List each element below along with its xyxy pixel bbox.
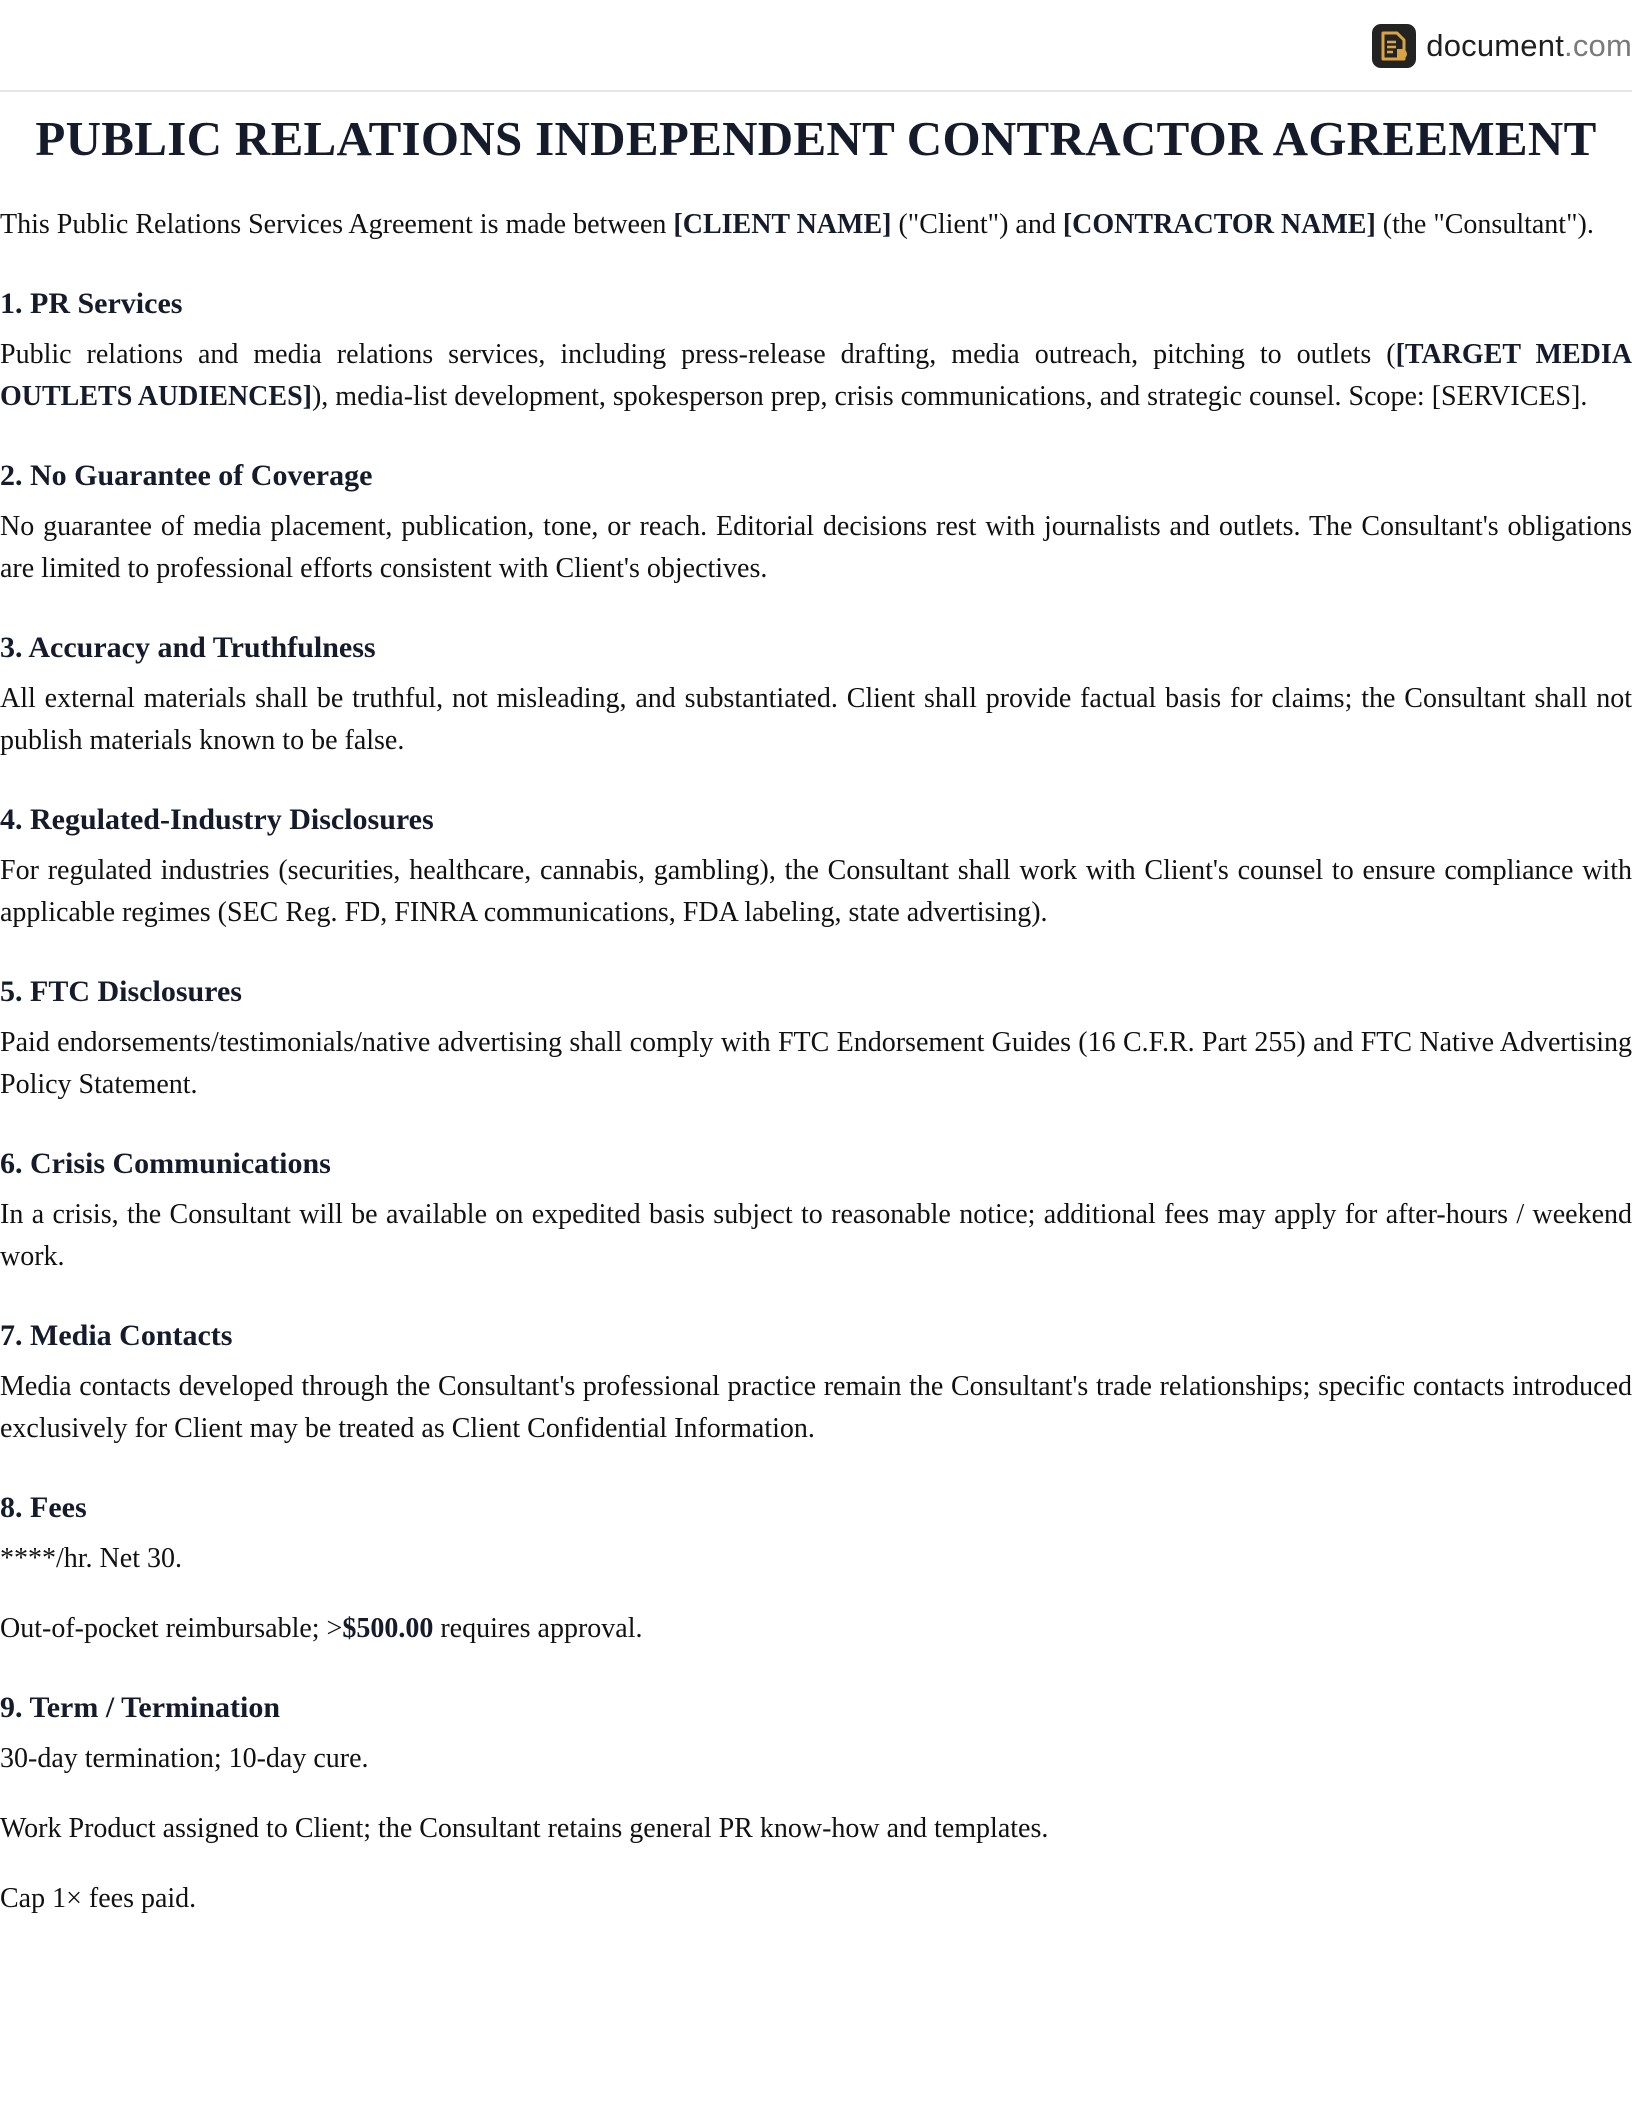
- document-logo-icon: [1372, 24, 1416, 68]
- intro-text-1: This Public Relations Services Agreement is made between: [0, 209, 674, 240]
- intro-text-3: (the "Consultant").: [1375, 209, 1594, 240]
- contractor-name-placeholder: [CONTRACTOR NAME]: [1062, 209, 1376, 240]
- client-name-placeholder: [CLIENT NAME]: [673, 209, 892, 240]
- document-title: PUBLIC RELATIONS INDEPENDENT CONTRACTOR AGREEMENT: [35, 111, 1597, 166]
- fees-reimbursement-text: [0, 1608, 1632, 1650]
- intro-paragraph: [0, 204, 1632, 246]
- section-heading-no-guarantee: 2. No Guarantee of Coverage: [0, 459, 373, 492]
- top-bar: [0, 0, 1632, 92]
- section-text-crisis: In a crisis, the Consultant will be available on expedited basis subject to reasonable notice; additional fees may apply for after-hours / weekend work.: [0, 1199, 1632, 1272]
- target-media-placeholder: [TARGET MEDIA OUTLETS AUDIENCES]: [0, 339, 1632, 412]
- approval-threshold-amount: $500.00: [342, 1613, 434, 1644]
- section-text-regulated: For regulated industries (securities, healthcare, cannabis, gambling), the Consultant shall work with Client's counsel to ensure compliance with applicable regimes (SEC Reg. FD, FINRA communications, FDA labeling, state advertising).: [0, 855, 1632, 928]
- section-heading-crisis: 6. Crisis Communications: [0, 1147, 331, 1180]
- section-heading-regulated: 4. Regulated-Industry Disclosures: [0, 803, 434, 836]
- brand-logo[interactable]: [1372, 22, 1632, 70]
- section-heading-media-contacts: 7. Media Contacts: [0, 1319, 233, 1352]
- brand-tld: .com: [1564, 28, 1632, 63]
- pr-services-text-2: ), media-list development, spokesperson prep, crisis communications, and strategic counsel. Scope: [SERVICES].: [311, 381, 1588, 412]
- section-text-pr-services: [0, 334, 1632, 418]
- section-heading-pr-services: 1. PR Services: [0, 287, 183, 320]
- section-heading-accuracy: 3. Accuracy and Truthfulness: [0, 631, 376, 664]
- section-text-ftc: Paid endorsements/testimonials/native advertising shall comply with FTC Endorsement Guides (16 C.F.R. Part 255) and FTC Native Advertising Policy Statement.: [0, 1027, 1632, 1100]
- section-heading-term: 9. Term / Termination: [0, 1691, 281, 1724]
- fees-text-1: Out-of-pocket reimbursable; >: [0, 1613, 343, 1644]
- intro-text-2: ("Client") and: [891, 209, 1063, 240]
- pr-services-text-1: Public relations and media relations services, including press-release drafting, media outreach, pitching to outlets (: [0, 339, 1396, 370]
- section-text-media-contacts: Media contacts developed through the Consultant's professional practice remain the Consultant's trade relationships; specific contacts introduced exclusively for Client may be treated as Client Confidential Information.: [0, 1371, 1632, 1444]
- fees-text-2: requires approval.: [433, 1613, 643, 1644]
- term-work-product-text: Work Product assigned to Client; the Consultant retains general PR know-how and templates.: [0, 1813, 1049, 1844]
- term-cap-text: Cap 1× fees paid.: [0, 1883, 197, 1914]
- section-heading-fees: 8. Fees: [0, 1491, 87, 1524]
- section-heading-ftc: 5. FTC Disclosures: [0, 975, 242, 1008]
- section-text-no-guarantee: No guarantee of media placement, publication, tone, or reach. Editorial decisions rest with journalists and outlets. The Consultant's obligations are limited to professional efforts consistent with Client's objectives.: [0, 511, 1632, 584]
- term-termination-text: 30-day termination; 10-day cure.: [0, 1743, 369, 1774]
- section-text-accuracy: All external materials shall be truthful, not misleading, and substantiated. Client shall provide factual basis for claims; the Consultant shall not publish materials known to be false.: [0, 683, 1632, 756]
- fees-rate-text: ****/hr. Net 30.: [0, 1543, 182, 1574]
- brand-wordmark: [1426, 28, 1632, 64]
- brand-name: document: [1426, 28, 1565, 63]
- document-body: [0, 110, 1632, 1920]
